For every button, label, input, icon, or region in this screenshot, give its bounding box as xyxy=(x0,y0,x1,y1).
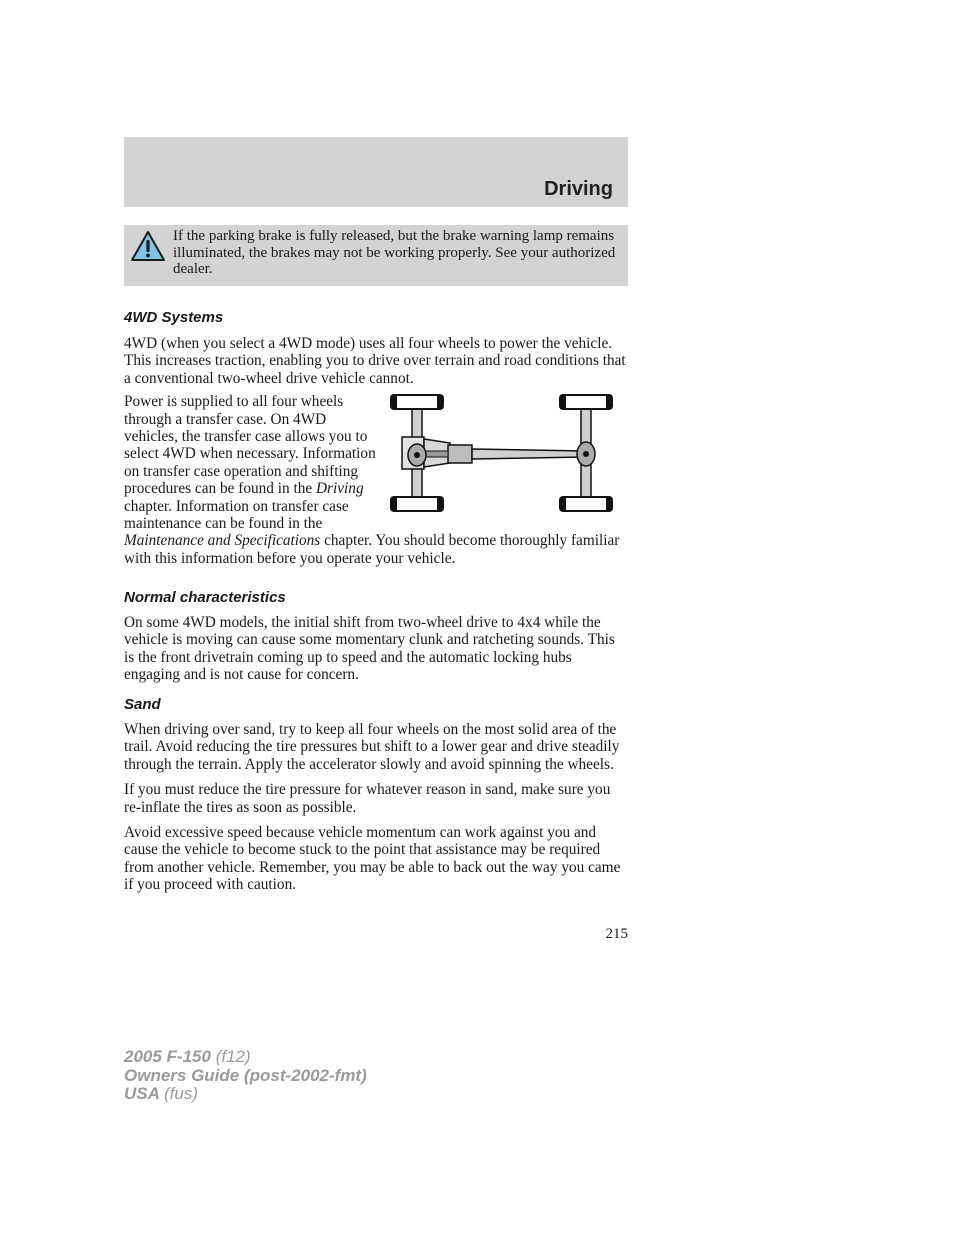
document-footer: 2005 F-150 (f12) Owners Guide (post-2002-fmt) USA (fus) xyxy=(124,1047,367,1103)
chapter-header xyxy=(124,137,628,207)
paragraph: Avoid excessive speed because vehicle momentum can work against you and cause the vehicle to become stuck to the point that assistance may be required from another vehicle. Remember, you may be able to back out the way you came if you proceed with caution. xyxy=(124,824,621,894)
section-heading: Sand xyxy=(124,696,161,713)
warning-triangle-icon xyxy=(130,230,166,262)
section-4wd-systems xyxy=(124,309,628,567)
warning-text: If the parking brake is fully released, but the brake warning lamp remains illuminated, the brakes may not be working properly. See your authorized dealer. xyxy=(173,228,616,277)
paragraph: If you must reduce the tire pressure for whatever reason in sand, make sure you re-inflate the tires as soon as possible. xyxy=(124,781,611,816)
warning-box xyxy=(124,225,628,286)
page-number: 215 xyxy=(605,926,628,942)
section-normal-characteristics xyxy=(124,589,628,684)
section-heading: Normal characteristics xyxy=(124,589,286,606)
section-heading: 4WD Systems xyxy=(124,309,224,326)
paragraph: Power is supplied to all four wheels through a transfer case. On 4WD vehicles, the transfer case allows you to select 4WD when necessary. Information on transfer case operation and shifting procedures can be found in the Driving chapter. Information on transfer case maintenance can be found in the Maintenance and Specifications chapter. You should become thoroughly familiar with this information before you operate your vehicle. xyxy=(124,393,620,567)
paragraph: When driving over sand, try to keep all four wheels on the most solid area of the trail. Avoid reducing the tire pressures but shift to a lower gear and drive steadily through the terrain. Apply the accelerator slowly and avoid spinning the wheels. xyxy=(124,721,620,773)
chapter-title: Driving xyxy=(544,178,613,200)
paragraph: 4WD (when you select a 4WD mode) uses all four wheels to power the vehicle. This increases traction, enabling you to drive over terrain and road conditions that a conventional two-wheel drive vehicle cannot. xyxy=(124,335,626,387)
section-sand xyxy=(124,696,628,894)
4wd-drivetrain-diagram xyxy=(388,393,628,515)
paragraph: On some 4WD models, the initial shift from two-wheel drive to 4x4 while the vehicle is moving can cause some momentary clunk and ratcheting sounds. This is the front drivetrain coming up to speed and the automatic locking hubs engaging and is not cause for concern. xyxy=(124,614,615,684)
paragraph-with-diagram xyxy=(124,393,628,567)
